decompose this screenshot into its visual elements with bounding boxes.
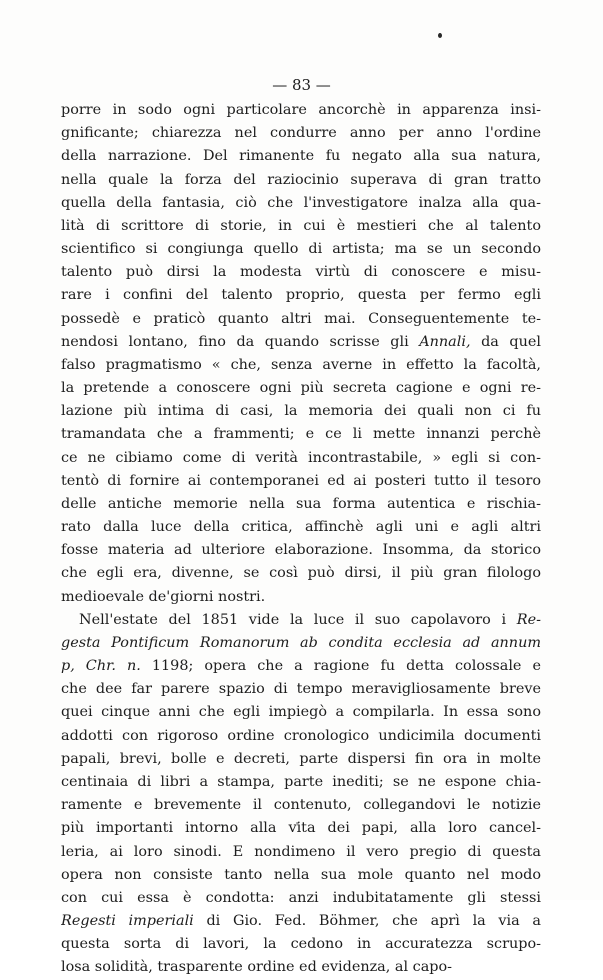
text-span: di Gio. Fed. Böhmer, che aprì la via a xyxy=(193,913,541,930)
italic-title-text: Re- xyxy=(516,611,541,628)
text-line xyxy=(61,122,541,145)
italic-title-text: Annali, xyxy=(419,333,471,350)
text-span: addotti con rigoroso ordine cronologico undicimila documenti xyxy=(61,727,541,744)
text-line xyxy=(61,632,541,655)
text-span: talento può dirsi la modesta virtù di conoscere e misu- xyxy=(61,264,541,281)
text-span: quella della fantasia, ciò che l'investigatore inalza alla qua- xyxy=(61,194,541,211)
text-span: porre in sodo ogni particolare ancorchè in apparenza insi- xyxy=(61,102,541,118)
text-span: nendosi lontano, fino da quando scrisse gli xyxy=(61,333,420,350)
text-span: rato dalla luce della critica, affinchè agli uni e agli altri xyxy=(61,519,541,536)
text-span: la pretende a conoscere ogni più secreta cagione e ogni re- xyxy=(61,380,541,397)
text-line xyxy=(61,910,541,933)
text-line xyxy=(61,539,541,562)
text-line xyxy=(61,562,541,585)
body-text xyxy=(61,99,541,980)
text-span: quei cinque anni che egli impiegò a compilarla. In essa sono xyxy=(61,704,541,721)
text-line xyxy=(61,933,541,956)
text-line xyxy=(61,678,541,701)
text-line xyxy=(61,145,541,168)
text-span: ce ne cibiamo come di verità incontrastabile, » egli si con- xyxy=(61,449,541,466)
text-line xyxy=(61,99,541,122)
text-line xyxy=(61,377,541,400)
text-span: medioevale de'giorni nostri. xyxy=(61,588,266,605)
text-span: ramente e brevemente il contenuto, collegandovi le notizie xyxy=(61,797,541,814)
text-span: papali, brevi, bolle e decreti, parte dispersi fin ora in molte xyxy=(61,750,541,767)
text-line xyxy=(61,331,541,354)
text-line xyxy=(61,238,541,261)
text-span: 1198; opera che a ragione fu detta colossale e xyxy=(140,658,541,675)
text-line xyxy=(61,516,541,539)
text-span: tentò di fornire ai contemporanei ed ai posteri tutto il tesoro xyxy=(61,472,541,489)
text-span: questa sorta di lavori, la cedono in accuratezza scrupo- xyxy=(61,936,541,953)
text-line xyxy=(61,447,541,470)
text-line xyxy=(61,354,541,377)
text-line xyxy=(61,794,541,817)
text-span: lità di scrittore di storie, in cui è mestieri che al talento xyxy=(61,217,541,234)
ink-spot xyxy=(438,33,442,38)
text-line xyxy=(61,841,541,864)
text-span: scientifico si congiunga quello di artista; ma se un secondo xyxy=(61,241,541,258)
text-span: nella quale la forza del raziocinio superava di gran tratto xyxy=(61,171,541,188)
text-span: con cui essa è condotta: anzi indubitatamente gli stessi xyxy=(61,889,541,906)
text-line xyxy=(61,725,541,748)
text-span: da quel xyxy=(470,333,541,350)
text-line xyxy=(61,308,541,331)
text-line xyxy=(61,215,541,238)
text-span: rare i confini del talento proprio, questa per fermo egli xyxy=(61,287,541,304)
page-number: — 83 — xyxy=(272,76,331,94)
text-line xyxy=(61,470,541,493)
text-span: delle antiche memorie nella sua forma autentica e rischia- xyxy=(61,495,541,512)
text-span: della narrazione. Del rimanente fu negato alla sua natura, xyxy=(61,148,541,165)
text-line xyxy=(61,493,541,516)
italic-title-text: p, Chr. n. xyxy=(61,658,141,675)
text-span: losa solidità, trasparente ordine ed evidenza, al capo- xyxy=(61,959,453,976)
text-line xyxy=(61,771,541,794)
text-span: fosse materia ad ulteriore elaborazione. Insomma, da storico xyxy=(61,542,541,559)
text-span: possedè e praticò quanto altri mai. Conseguentemente te- xyxy=(61,310,541,327)
text-line xyxy=(61,423,541,446)
text-span: tramandata che a frammenti; e ce li mette innanzi perchè xyxy=(61,426,541,443)
text-span: gnificante; chiarezza nel condurre anno per anno l'ordine xyxy=(61,125,541,142)
text-line xyxy=(61,284,541,307)
italic-title-text: gesta Pontificum Romanorum ab condita ecclesia ad annum xyxy=(61,634,541,651)
text-span: leria, ai loro sinodi. E nondimeno il vero pregio di questa xyxy=(61,843,541,860)
text-span: che dee far parere spazio di tempo meravigliosamente breve xyxy=(61,681,541,698)
text-line xyxy=(61,169,541,192)
text-span: Nell'estate del 1851 vide la luce il suo capolavoro i xyxy=(79,611,517,628)
text-line xyxy=(61,956,541,979)
text-line xyxy=(61,261,541,284)
text-line xyxy=(61,655,541,678)
text-span: centinaia di libri a stampa, parte inediti; se ne espone chia- xyxy=(61,773,541,790)
text-span: che egli era, divenne, se così può dirsi, il più gran filologo xyxy=(61,565,541,582)
text-span: più importanti intorno alla vita dei papi, alla loro cancel- xyxy=(61,820,541,837)
text-span: opera non consiste tanto nella sua mole quanto nel modo xyxy=(61,866,541,883)
text-line xyxy=(61,609,541,632)
text-line xyxy=(61,400,541,423)
text-line xyxy=(61,586,541,609)
text-line xyxy=(61,701,541,724)
text-line xyxy=(61,864,541,887)
text-line xyxy=(61,192,541,215)
text-span: falso pragmatismo « che, senza averne in effetto la facoltà, xyxy=(61,356,541,373)
text-span: lazione più intima di casi, la memoria dei quali non ci fu xyxy=(61,403,541,420)
italic-title-text: Regesti imperiali xyxy=(61,913,194,930)
text-line xyxy=(61,748,541,771)
text-line xyxy=(61,817,541,840)
text-line xyxy=(61,887,541,910)
